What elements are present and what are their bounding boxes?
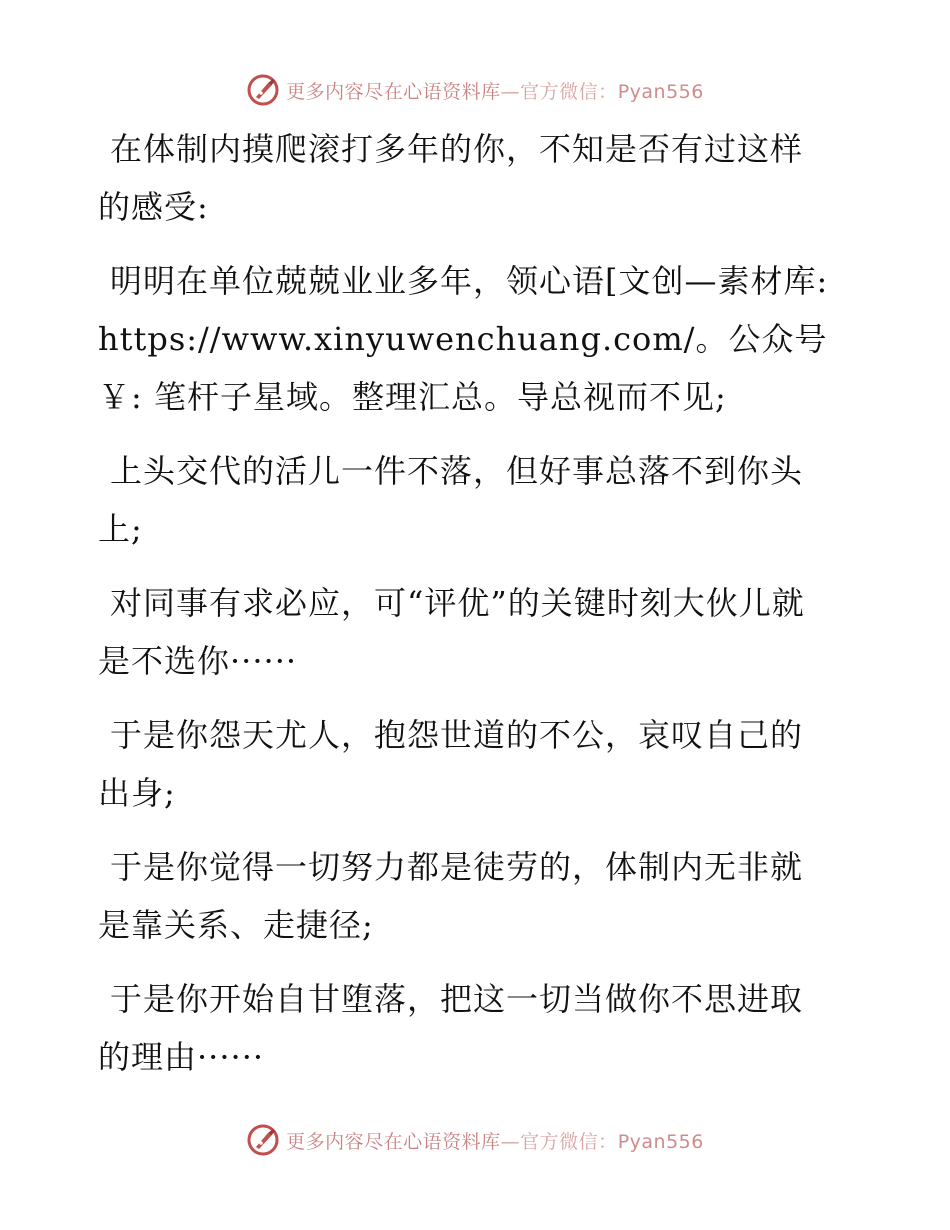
watermark-account: Pyan556 (617, 1130, 704, 1153)
paragraph-6: 于是你觉得一切努力都是徒劳的，体制内无非就是靠关系、走捷径; (98, 848, 804, 944)
watermark-separator: — (500, 80, 521, 103)
document-body (98, 120, 833, 1102)
watermark-brand: 更多内容尽在心语资料库 (286, 1130, 501, 1153)
footer-watermark (0, 1120, 950, 1160)
watermark-text (286, 77, 704, 104)
watermark-brand: 更多内容尽在心语资料库 (286, 80, 501, 103)
watermark-account: Pyan556 (617, 80, 704, 103)
pen-nib-logo-icon (246, 73, 280, 107)
watermark-separator: — (500, 1130, 521, 1153)
watermark-text (286, 1127, 704, 1154)
paragraph-2: 明明在单位兢兢业业多年，领心语[文创—素材库: https://www.xinyuwenchuang.com/。公众号￥: 笔杆子星域。整理汇总。导总视而不见; (98, 262, 829, 416)
header-watermark (0, 70, 950, 110)
watermark-wechat-label: 官方微信： (520, 1130, 618, 1153)
watermark-wechat-label: 官方微信： (520, 80, 618, 103)
paragraph-7: 于是你开始自甘堕落，把这一切当做你不思进取的理由······ (98, 980, 804, 1076)
paragraph-4: 对同事有求必应，可“评优”的关键时刻大伙儿就是不选你······ (98, 584, 805, 680)
paragraph-3: 上头交代的活儿一件不落，但好事总落不到你头上; (98, 452, 804, 548)
pen-nib-logo-icon (246, 1123, 280, 1157)
paragraph-1: 在体制内摸爬滚打多年的你，不知是否有过这样的感受: (98, 130, 804, 226)
paragraph-5: 于是你怨天尤人，抱怨世道的不公，哀叹自己的出身; (98, 716, 804, 812)
